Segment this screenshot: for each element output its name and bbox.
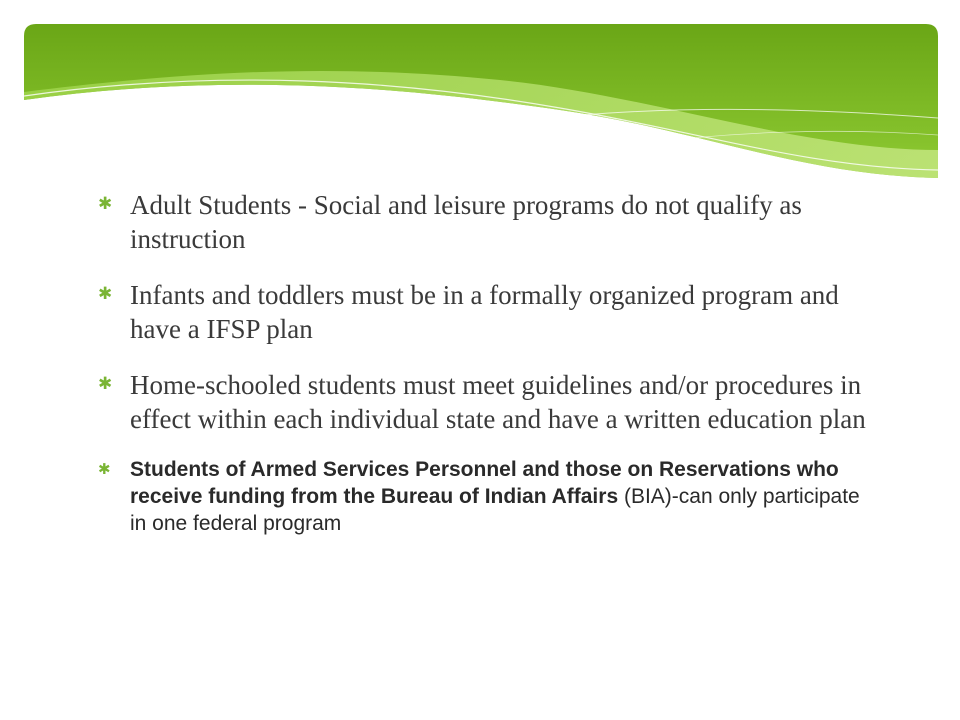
header-banner	[0, 0, 960, 200]
bullet-text: Home-schooled students must meet guidelines and/or procedures in effect within each individual state and have a written education plan	[130, 370, 866, 434]
bullet-text: Infants and toddlers must be in a formally organized program and have a IFSP plan	[130, 280, 839, 344]
bullet-item	[96, 456, 876, 537]
bullet-text: Adult Students - Social and leisure programs do not qualify as instruction	[130, 190, 802, 254]
asterisk-icon: ✱	[98, 460, 111, 478]
asterisk-icon: ✱	[98, 284, 113, 304]
bullet-item	[96, 368, 876, 436]
bullet-item	[96, 188, 876, 256]
asterisk-icon: ✱	[98, 374, 113, 394]
bullet-plain-text: (BIA)-can only participate in one federal program	[130, 485, 860, 535]
slide-content	[96, 188, 876, 559]
asterisk-icon: ✱	[98, 194, 113, 214]
bullet-item	[96, 278, 876, 346]
bullet-text	[130, 456, 876, 537]
bullet-bold-text: Students of Armed Services Personnel and those on Reservations who receive funding from the Bureau of Indian Affairs	[130, 458, 839, 508]
